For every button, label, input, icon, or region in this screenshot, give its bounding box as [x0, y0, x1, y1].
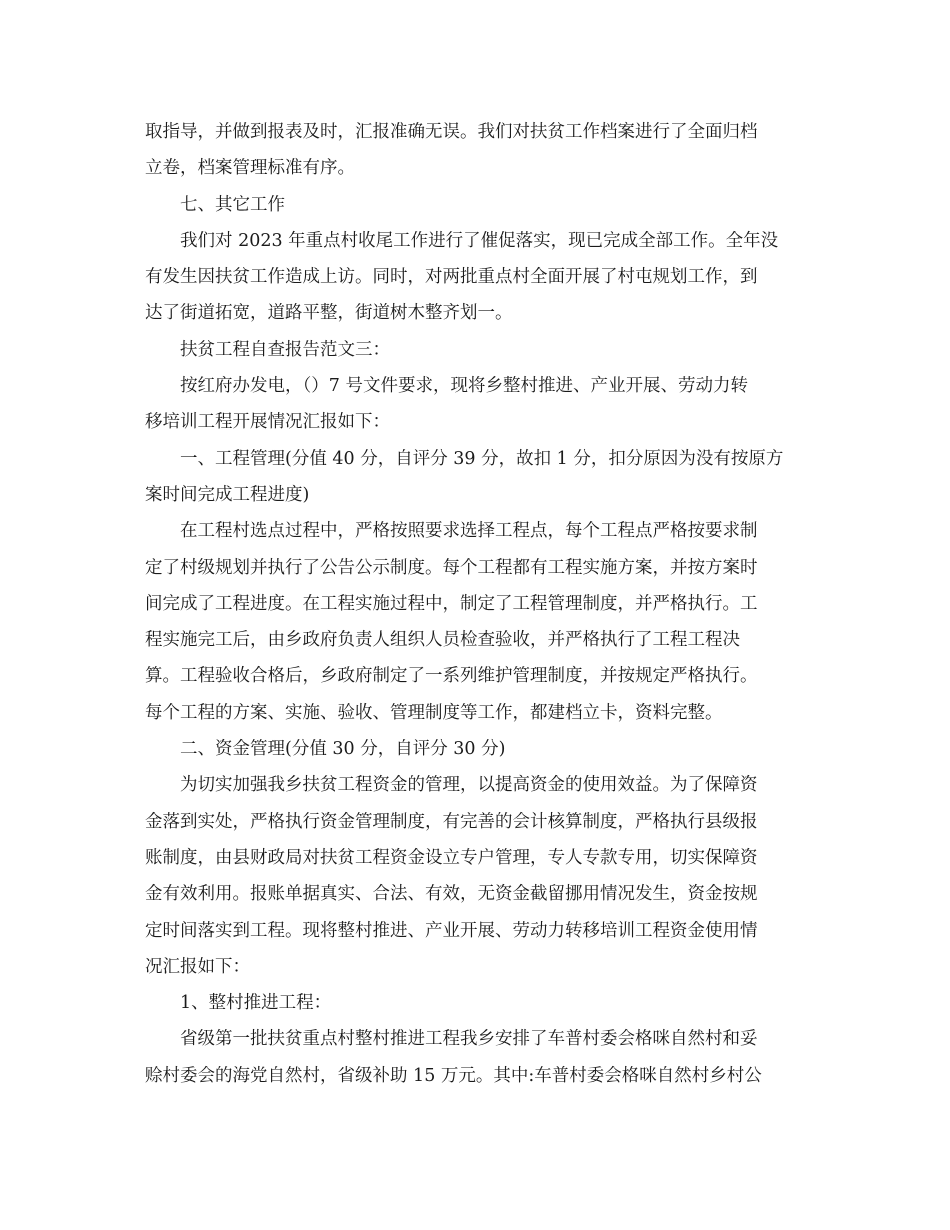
section-heading: 七、其它工作 — [180, 194, 285, 215]
text-line: 案时间完成工程进度) — [145, 484, 310, 505]
document-body — [145, 114, 805, 1094]
text-line: 达了街道拓宽，道路平整，街道树木整齐划一。 — [145, 303, 513, 324]
text-line: 程实施完工后，由乡政府负责人组织人员检查验收，并严格执行了工程工程决 — [145, 630, 740, 651]
text-line: 定了村级规划并执行了公告公示制度。每个工程都有工程实施方案，并按方案时 — [145, 557, 758, 578]
text-line: 定时间落实到工程。现将整村推进、产业开展、劳动力转移培训工程资金使用情 — [145, 920, 758, 941]
section-heading: 1、整村推进工程： — [180, 993, 332, 1014]
text-line: 每个工程的方案、实施、验收、管理制度等工作，都建档立卡，资料完整。 — [145, 702, 723, 723]
text-line: 赊村委会的海党自然村，省级补助 15 万元。其中:车普村委会格咪自然村乡村公 — [145, 1065, 762, 1086]
text-line: 有发生因扶贫工作造成上访。同时，对两批重点村全面开展了村屯规划工作，到 — [145, 267, 758, 288]
text-line: 立卷，档案管理标准有序。 — [145, 158, 355, 179]
section-heading: 扶贫工程自查报告范文三： — [180, 339, 390, 360]
text-line: 在工程村选点过程中，严格按照要求选择工程点，每个工程点严格按要求制 — [180, 521, 758, 542]
text-line: 按红府办发电，（）7 号文件要求，现将乡整村推进、产业开展、劳动力转 — [180, 376, 748, 397]
text-line: 金有效利用。报账单据真实、合法、有效，无资金截留挪用情况发生，资金按规 — [145, 884, 758, 905]
text-line: 间完成了工程进度。在工程实施过程中，制定了工程管理制度，并严格执行。工 — [145, 593, 758, 614]
text-line: 为切实加强我乡扶贫工程资金的管理，以提高资金的使用效益。为了保障资 — [180, 775, 758, 796]
text-line: 账制度，由县财政局对扶贫工程资金设立专户管理，专人专款专用，切实保障资 — [145, 847, 758, 868]
text-line: 移培训工程开展情况汇报如下： — [145, 412, 390, 433]
section-heading: 二、资金管理(分值 30 分，自评分 30 分) — [180, 739, 506, 760]
text-line: 金落到实处，严格执行资金管理制度，有完善的会计核算制度，严格执行县级报 — [145, 811, 758, 832]
text-line: 我们对 2023 年重点村收尾工作进行了催促落实，现已完成全部工作。全年没 — [180, 230, 779, 251]
text-line: 省级第一批扶贫重点村整村推进工程我乡安排了车普村委会格咪自然村和妥 — [180, 1029, 758, 1050]
section-heading: 一、工程管理(分值 40 分，自评分 39 分，故扣 1 分，扣分原因为没有按原方 — [180, 448, 784, 469]
text-line: 算。工程验收合格后，乡政府制定了一系列维护管理制度，并按规定严格执行。 — [145, 666, 758, 687]
text-line: 取指导，并做到报表及时，汇报准确无误。我们对扶贫工作档案进行了全面归档 — [145, 122, 758, 142]
text-line: 况汇报如下： — [145, 956, 250, 977]
